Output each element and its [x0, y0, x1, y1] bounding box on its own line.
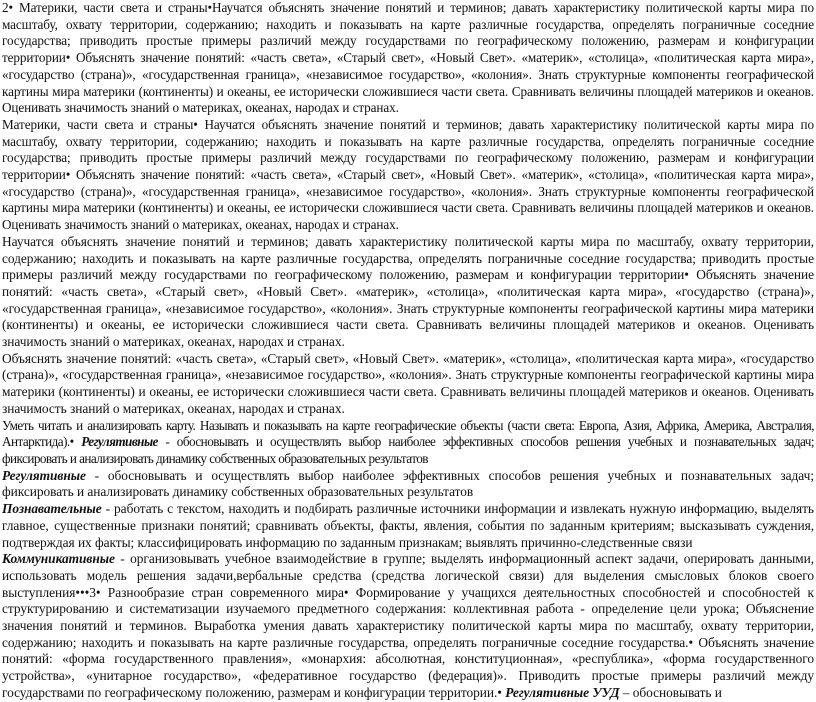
paragraph-8-heading: Коммуникативные: [2, 551, 115, 567]
paragraph-8-text-b: – обосновывать и: [619, 684, 722, 700]
paragraph-5-emphasis: Регулятивные: [81, 434, 158, 450]
paragraph-7-text: - работать с текстом, находить и подбирать различные источники информации и извлекать нужную информацию, выделять главное, существенные признаки понятий; сравнивать объекты, факты, явления, события по заданным критериям; высказывать суждения, подтверждая их факты; классифицировать информацию по заданным признакам; выявлять причинно-следственные связи: [2, 501, 814, 550]
paragraph-6-text: - обосновывать и осуществлять выбор наиболее эффективных способов решения учебных и познавательных задач; фиксировать и анализировать динамику собственных образовательных результатов: [2, 467, 814, 500]
paragraph-3: [2, 234, 814, 351]
paragraph-2-text: Материки, части света и страны• Научатся объяснять значение понятий и терминов; давать характеристику политической карты мира по масштабу, охвату территории, содержанию; находить и показывать на карте различные государства, определять пограничные соседние государства; приводить простые примеры различий между государствами по географическому положению, размерам и конфигурации территории• Объяснять значение понятий: «часть света», «Старый свет», «Новый Свет». «материк», «столица», «политическая карта мира», «государство (страна)», «государственная граница», «независимое государство», «колония». Знать структурные компоненты географической картины мира материки (континенты) и океаны, ее исторически сложившиеся части света. Сравнивать величины площадей материков и океанов. Оценивать значимость знаний о материках, океанах, народах и странах.: [2, 116, 814, 233]
paragraph-2: [2, 117, 814, 234]
paragraph-5: [2, 418, 814, 468]
paragraph-5-text-a: Уметь читать и анализировать карту. Называть и показывать на карте географические объекты (части света: Европа, Азия, Африка, Америка, Австралия, Антарктида).•: [2, 417, 814, 450]
paragraph-5-text-b: - обосновывать и осуществлять выбор наиболее эффективных способов решения учебных и познавательных задач; фиксировать и анализировать динамику собственных образовательных результатов: [2, 434, 814, 466]
paragraph-4-text: Объяснять значение понятий: «часть света», «Старый свет», «Новый Свет». «материк», «столица», «политическая карта мира», «государство (страна)», «государственная граница», «независимое государство», «колония». Знать структурные компоненты географической картины мира материки (континенты) и океаны, ее исторически сложившиеся части света. Сравнивать величины площадей материков и океанов. Оценивать значимость знаний о материках, океанах, народах и странах.: [2, 350, 814, 416]
paragraph-1-text: 2• Материки, части света и страны•Научатся объяснять значение понятий и терминов; давать характеристику политической карты мира по масштабу, охвату территории, содержанию; находить и показывать на карте различные государства, определять пограничные соседние государства; приводить простые примеры различий между государствами по географическому положению, размерам и конфигурации территории• Объяснять значение понятий: «часть света», «Старый свет», «Новый Свет». «материк», «столица», «политическая карта мира», «государство (страна)», «государственная граница», «независимое государство», «колония». Знать структурные компоненты географической картины мира материки (континенты) и океаны, ее исторически сложившиеся части света. Сравнивать величины площадей материков и океанов. Оценивать значимость знаний о материках, океанах, народах и странах.: [2, 0, 814, 116]
paragraph-4: [2, 351, 814, 418]
paragraph-6: [2, 468, 814, 501]
paragraph-1: [2, 0, 814, 117]
paragraph-7-heading: Познавательные: [2, 501, 102, 517]
paragraph-8-text-a: - организовывать учебное взаимодействие в группе; выделять информационный аспект задачи, оперировать данными, использовать модель решения задачи,вербальные средства (средства логической связи) для выделения смысловых блоков своего выступления•••3• Разнообразие стран современного мира• Формирование у учащихся деятельностных способностей и способностей к структурированию и систематизации изучаемого предметного содержания: коллективная работа - определение цели урока; Объяснение значения понятий и терминов. Выработка умения давать характеристику политической карты мира по масштабу, охвату территории, содержанию; находить и показывать на карте различные государства, определять пограничные соседние государства.• Объяснять значение понятий: «форма государственного правления», «монархия: абсолютная, конституционная», «республика», «форма государственного устройства», «унитарное государство», «федеративное государство (федерация)». Приводить простые примеры различий между государствами по географическому положению, размерам и конфигурации территории.•: [2, 551, 814, 700]
paragraph-7: [2, 501, 814, 551]
paragraph-8-emphasis: Регулятивные УУД: [505, 684, 620, 700]
paragraph-8: [2, 551, 814, 701]
paragraph-3-text: Научатся объяснять значение понятий и терминов; давать характеристику политической карты мира по масштабу, охвату территории, содержанию; находить и показывать на карте различные государства, определять пограничные соседние государства; приводить простые примеры различий между государствами по географическому положению, размерам и конфигурации территории• Объяснять значение понятий: «часть света», «Старый свет», «Новый Свет». «материк», «столица», «политическая карта мира», «государство (страна)», «государственная граница», «независимое государство», «колония». Знать структурные компоненты географической картины мира материки (континенты) и океаны, ее исторически сложившиеся части света. Сравнивать величины площадей материков и океанов. Оценивать значимость знаний о материках, океанах, народах и странах.: [2, 233, 814, 350]
paragraph-6-heading: Регулятивные: [2, 467, 86, 483]
